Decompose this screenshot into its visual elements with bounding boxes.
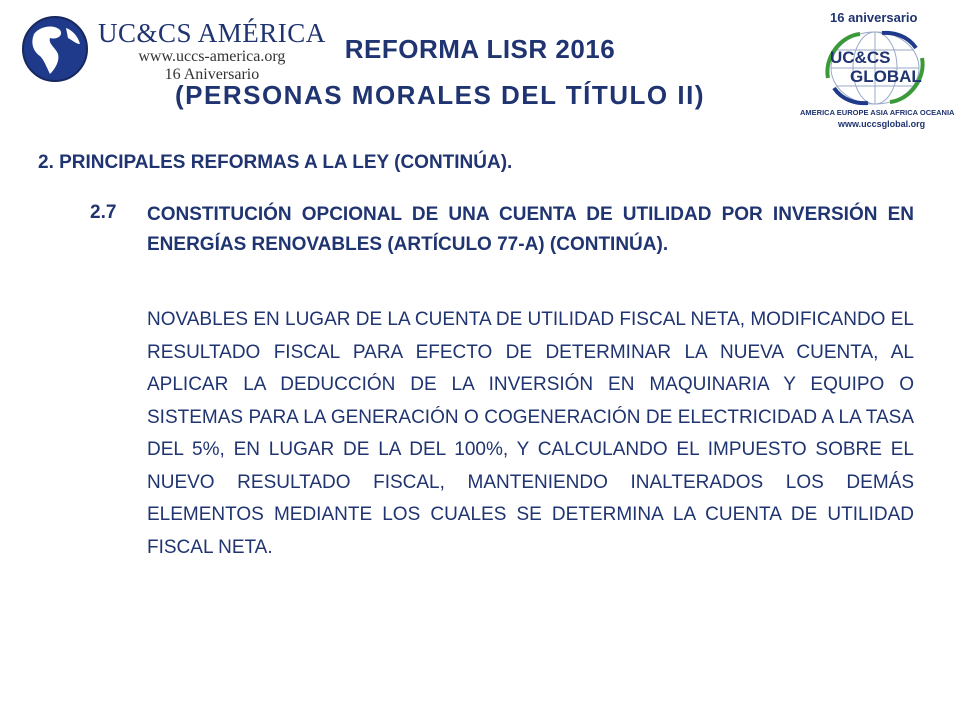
slide-title: REFORMA LISR 2016 (344, 34, 616, 64)
uccs-america-url: www.uccs-america.org (138, 48, 286, 65)
uccs-global-anniversary: 16 aniversario (830, 10, 918, 25)
uccs-global-continents: AMERICA EUROPE ASIA AFRICA OCEANIA (800, 108, 955, 117)
uccs-america-name: UC&CS AMÉRICA (98, 18, 326, 48)
item-heading: CONSTITUCIÓN OPCIONAL DE UNA CUENTA DE UTILIDAD POR INVERSIÓN EN ENERGÍAS RENOVABLES (ARTÍCULO 77-A) (CONTINÚA). (147, 204, 914, 255)
item-body: NOVABLES EN LUGAR DE LA CUENTA DE UTILIDAD FISCAL NETA, MODIFICANDO EL RESULTADO FISCAL PARA EFECTO DE DETERMINAR LA NUEVA CUENTA, AL APLICAR LA DEDUCCIÓN DE LA INVERSIÓN EN MAQUINARIA Y EQUIPO O SISTEMAS PARA LA GENERACIÓN O COGENERACIÓN DE ELECTRICIDAD A LA TASA DEL 5%, EN LUGAR DE LA DEL 100%, Y CALCULANDO EL IMPUESTO SOBRE EL NUEVO RESULTADO FISCAL, MANTENIENDO INALTERADOS LOS DEMÁS ELEMENTOS MEDIANTE LOS CUALES SE DETERMINA LA CUENTA DE UTILIDAD FISCAL NETA. (147, 309, 914, 558)
uccs-global-name-line1: UC&CS (830, 48, 891, 67)
section-heading: 2. PRINCIPALES REFORMAS A LA LEY (CONTINÚA). (38, 152, 513, 173)
uccs-global-logo (800, 10, 955, 130)
uccs-america-anniversary: 16 Aniversario (164, 66, 260, 83)
item-number: 2.7 (90, 202, 117, 223)
uccs-global-url: www.uccsglobal.org (838, 119, 926, 129)
uccs-global-name-line2: GLOBAL (850, 67, 922, 86)
slide-subtitle: (PERSONAS MORALES DEL TÍTULO II) (175, 80, 705, 110)
